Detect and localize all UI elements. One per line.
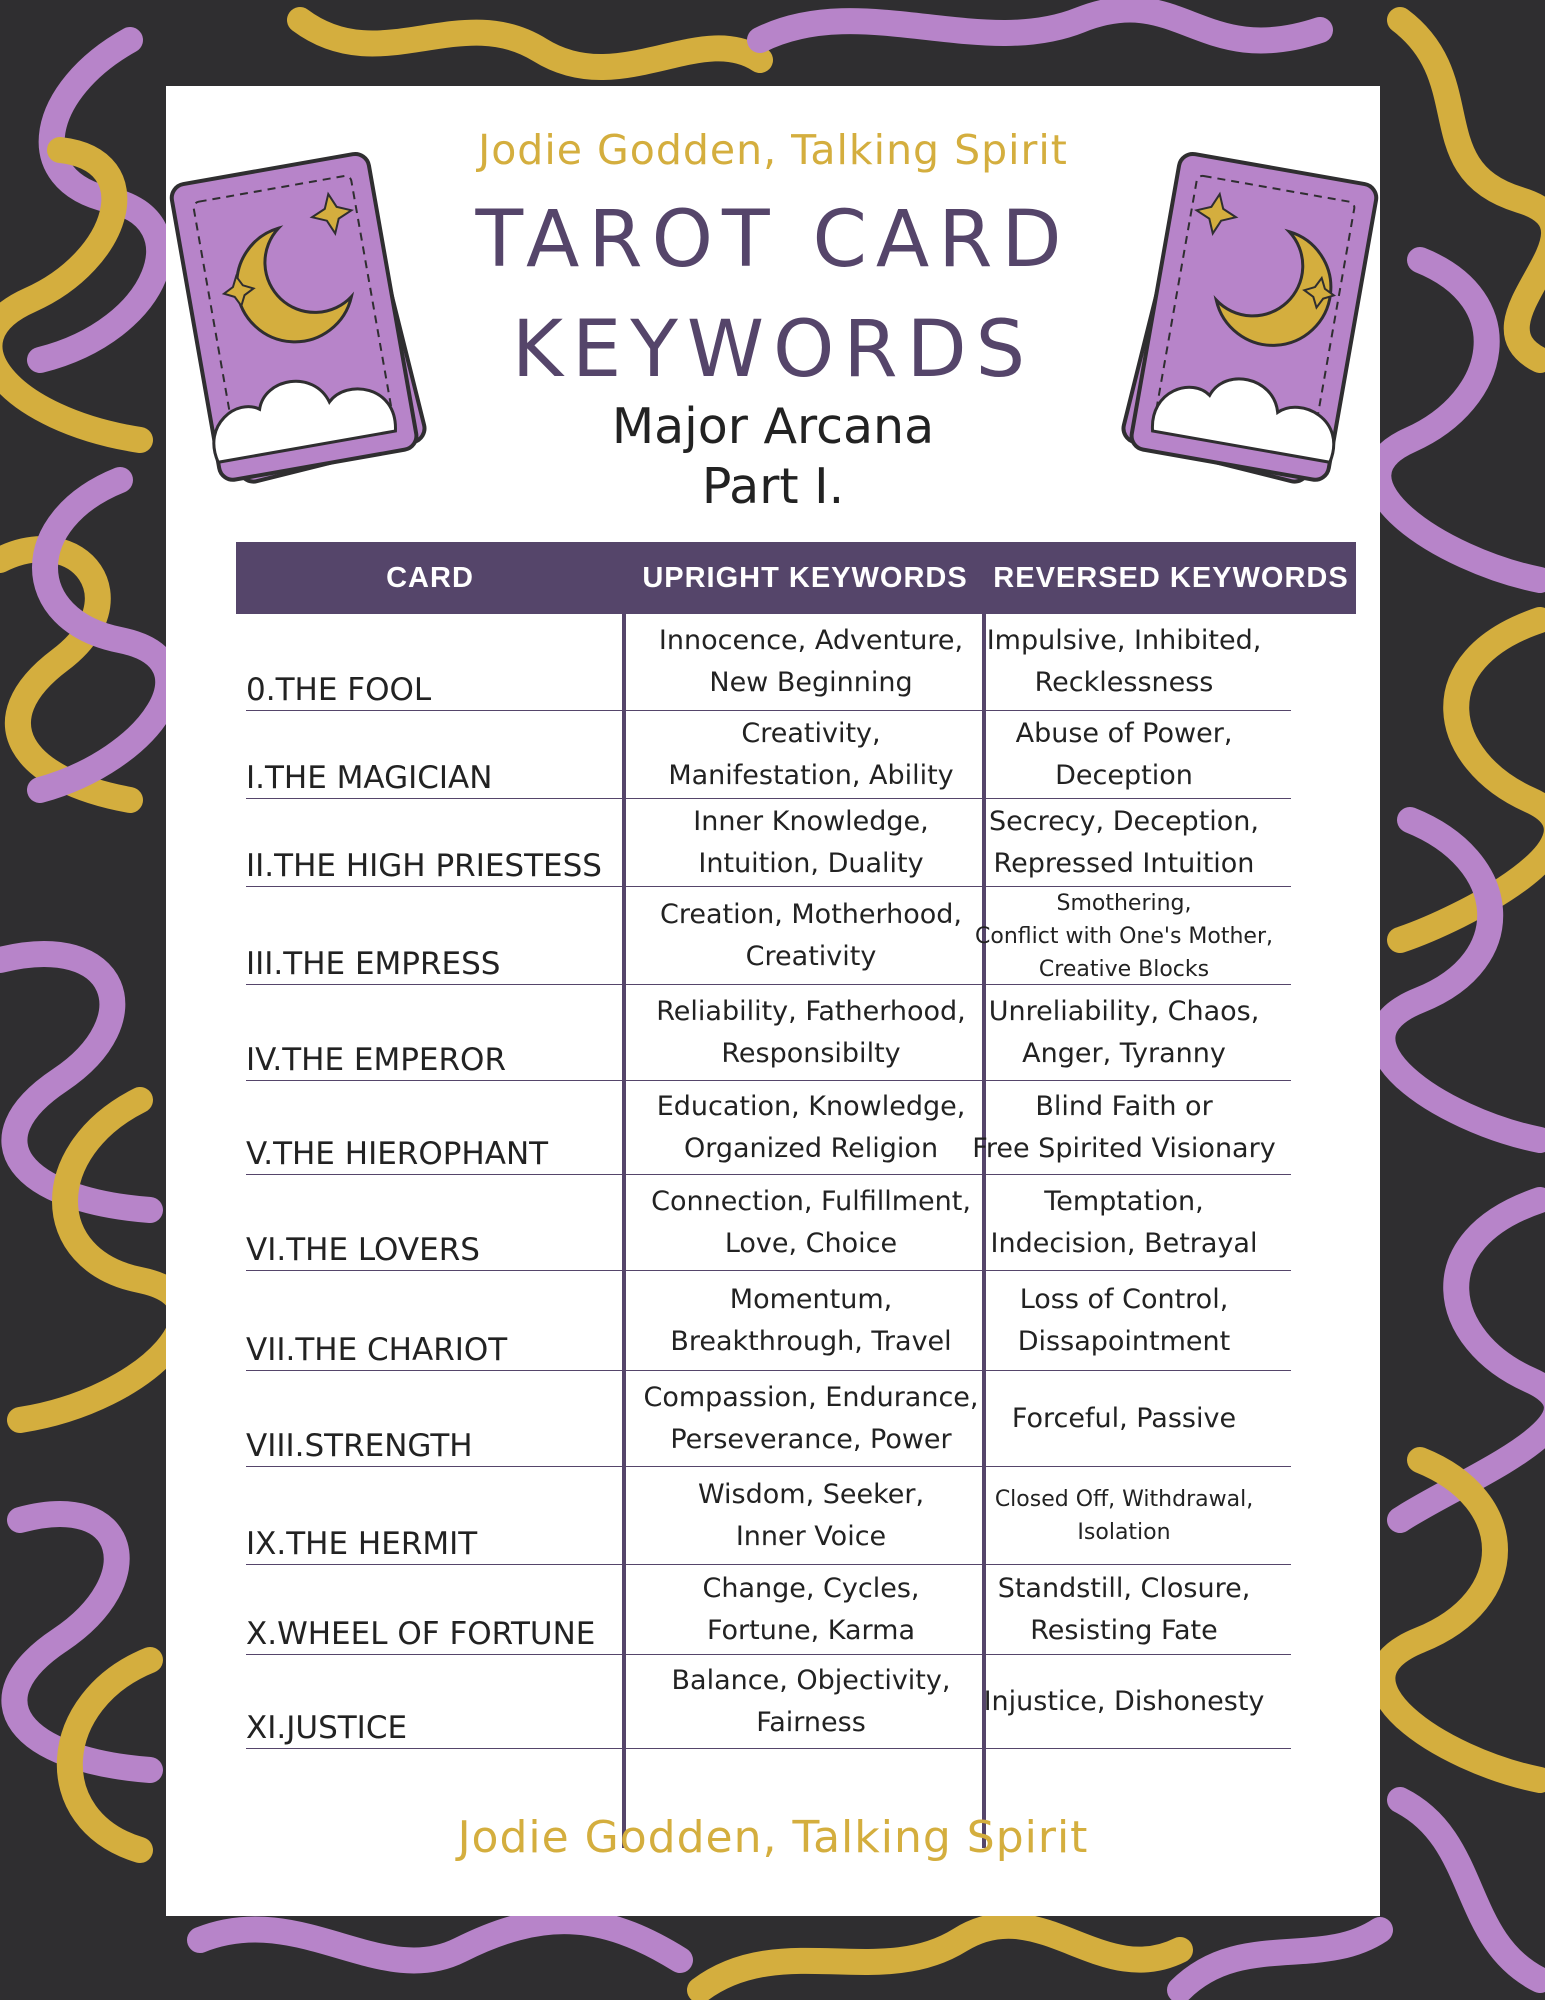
upright-keywords: Wisdom, Seeker, Inner Voice bbox=[697, 1479, 925, 1552]
reversed-keywords: Temptation, Indecision, Betrayal bbox=[990, 1186, 1258, 1259]
table-row bbox=[246, 986, 1291, 1081]
upright-keywords: Education, Knowledge, Organized Religion bbox=[656, 1091, 966, 1164]
card-name: VII.THE CHARIOT bbox=[246, 1332, 508, 1368]
upright-keywords: Reliability, Fatherhood, Responsibilty bbox=[656, 996, 966, 1069]
column-header-upright: UPRIGHT KEYWORDS bbox=[642, 562, 968, 594]
upright-keywords: Inner Knowledge, Intuition, Duality bbox=[693, 806, 929, 879]
reversed-keywords: Blind Faith or Free Spirited Visionary bbox=[972, 1091, 1276, 1164]
table-row bbox=[246, 1082, 1291, 1175]
reversed-keywords: Impulsive, Inhibited, Recklessness bbox=[986, 625, 1262, 698]
upright-keywords: Balance, Objectivity, Fairness bbox=[671, 1665, 951, 1738]
reversed-keywords: Abuse of Power, Deception bbox=[1015, 718, 1233, 791]
brand-header: Jodie Godden, Talking Spirit bbox=[478, 126, 1068, 174]
reversed-keywords: Unreliability, Chaos, Anger, Tyranny bbox=[988, 996, 1260, 1069]
upright-keywords: Compassion, Endurance, Perseverance, Power bbox=[643, 1382, 979, 1455]
card-name: IV.THE EMPEROR bbox=[246, 1042, 506, 1078]
reversed-keywords: Injustice, Dishonesty bbox=[983, 1686, 1265, 1717]
reversed-keywords: Loss of Control, Dissapointment bbox=[1017, 1284, 1231, 1357]
card-name: V.THE HIEROPHANT bbox=[246, 1136, 549, 1172]
reversed-keywords: Standstill, Closure, Resisting Fate bbox=[997, 1573, 1251, 1646]
table-row bbox=[246, 712, 1291, 799]
card-name: X.WHEEL OF FORTUNE bbox=[246, 1616, 596, 1652]
table-row bbox=[246, 800, 1291, 887]
card-name: II.THE HIGH PRIESTESS bbox=[246, 848, 602, 884]
table-row bbox=[246, 1372, 1291, 1467]
table-row bbox=[246, 1468, 1291, 1565]
table-row bbox=[246, 888, 1291, 985]
reversed-keywords: Secrecy, Deception, Repressed Intuition bbox=[989, 806, 1259, 879]
reversed-keywords: Forceful, Passive bbox=[1011, 1403, 1237, 1434]
card-name: VIII.STRENGTH bbox=[246, 1428, 473, 1464]
upright-keywords: Connection, Fulfillment, Love, Choice bbox=[651, 1186, 971, 1259]
table-row bbox=[246, 614, 1291, 711]
table-row bbox=[246, 1176, 1291, 1271]
page-title-line2: KEYWORDS bbox=[511, 305, 1035, 395]
table-header bbox=[236, 542, 1356, 614]
card-name: VI.THE LOVERS bbox=[246, 1232, 480, 1268]
card-name: I.THE MAGICIAN bbox=[246, 760, 493, 796]
keyword-sheet bbox=[166, 86, 1380, 1916]
reversed-keywords: Closed Off, Withdrawal, Isolation bbox=[994, 1487, 1254, 1545]
subtitle-line1: Major Arcana bbox=[611, 398, 935, 455]
column-header-card: CARD bbox=[386, 562, 474, 594]
reversed-keywords: Smothering, Conflict with One's Mother, Creative Blocks bbox=[975, 890, 1273, 982]
card-name: III.THE EMPRESS bbox=[246, 946, 501, 982]
card-name: XI.JUSTICE bbox=[246, 1710, 408, 1746]
upright-keywords: Change, Cycles, Fortune, Karma bbox=[702, 1573, 920, 1646]
card-name: 0.THE FOOL bbox=[246, 672, 432, 708]
table-row bbox=[246, 1272, 1291, 1371]
upright-keywords: Creativity, Manifestation, Ability bbox=[668, 718, 954, 791]
subtitle-line2: Part I. bbox=[701, 458, 845, 515]
card-name: IX.THE HERMIT bbox=[246, 1526, 478, 1562]
brand-footer: Jodie Godden, Talking Spirit bbox=[457, 1812, 1089, 1863]
upright-keywords: Innocence, Adventure, New Beginning bbox=[658, 625, 964, 698]
upright-keywords: Momentum, Breakthrough, Travel bbox=[670, 1284, 952, 1357]
column-header-reversed: REVERSED KEYWORDS bbox=[993, 562, 1349, 594]
page-title-line1: TAROT CARD bbox=[475, 195, 1071, 285]
upright-keywords: Creation, Motherhood, Creativity bbox=[659, 899, 963, 972]
table-row bbox=[246, 1656, 1291, 1749]
table-row bbox=[246, 1566, 1291, 1655]
